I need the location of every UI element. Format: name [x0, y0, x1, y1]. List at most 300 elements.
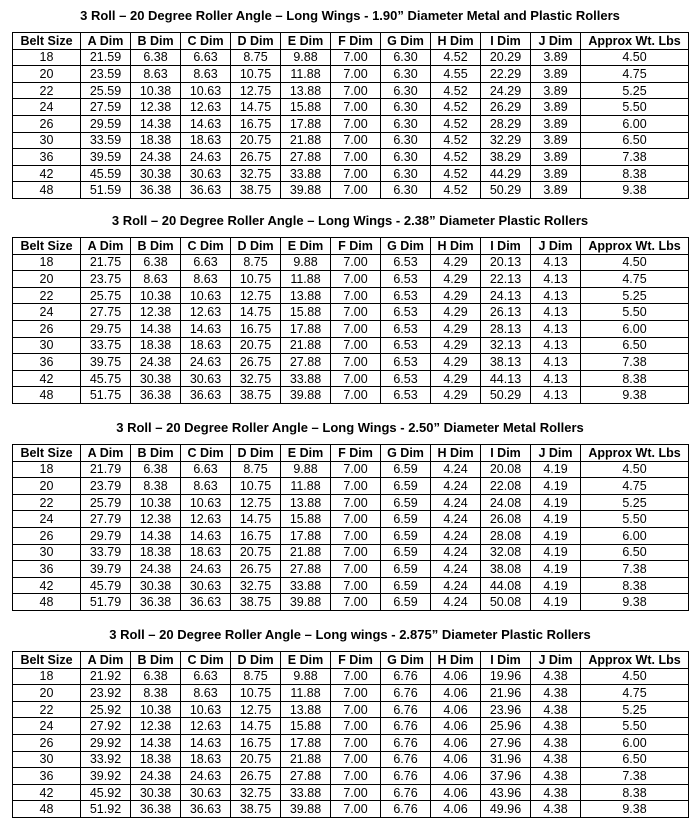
- table-cell: 10.75: [231, 685, 281, 702]
- column-header: E Dim: [281, 33, 331, 50]
- belt-size-cell: 42: [13, 784, 81, 801]
- table-cell: 22.13: [481, 271, 531, 288]
- table-cell: 10.75: [231, 478, 281, 495]
- table-cell: 10.63: [181, 701, 231, 718]
- table-cell: 10.63: [181, 287, 231, 304]
- table-cell: 6.30: [381, 99, 431, 116]
- table-cell: 8.75: [231, 668, 281, 685]
- table-cell: 17.88: [281, 734, 331, 751]
- table-cell: 24.63: [181, 768, 231, 785]
- belt-size-cell: 24: [13, 511, 81, 528]
- table-cell: 3.89: [531, 82, 581, 99]
- table-cell: 12.63: [181, 718, 231, 735]
- table-cell: 4.19: [531, 577, 581, 594]
- table-cell: 4.19: [531, 511, 581, 528]
- table-cell: 24.63: [181, 561, 231, 578]
- table-cell: 4.13: [531, 354, 581, 371]
- table-cell: 17.88: [281, 115, 331, 132]
- table-cell: 4.52: [431, 165, 481, 182]
- table-cell: 26.75: [231, 561, 281, 578]
- column-header: Belt Size: [13, 445, 81, 462]
- table-cell: 9.38: [581, 801, 689, 818]
- column-header: I Dim: [481, 652, 531, 669]
- table-cell: 16.75: [231, 527, 281, 544]
- table-cell: 14.75: [231, 718, 281, 735]
- table-cell: 6.00: [581, 320, 689, 337]
- table-cell: 8.63: [181, 685, 231, 702]
- table-cell: 4.75: [581, 478, 689, 495]
- table-cell: 6.59: [381, 594, 431, 611]
- table-cell: 8.75: [231, 461, 281, 478]
- table-cell: 8.75: [231, 254, 281, 271]
- table-cell: 7.00: [331, 99, 381, 116]
- table-cell: 4.06: [431, 701, 481, 718]
- belt-size-cell: 36: [13, 354, 81, 371]
- column-header: C Dim: [181, 238, 231, 255]
- table-cell: 38.08: [481, 561, 531, 578]
- table-cell: 20.08: [481, 461, 531, 478]
- table-cell: 7.00: [331, 668, 381, 685]
- belt-size-cell: 48: [13, 594, 81, 611]
- table-row: [13, 478, 689, 495]
- table-cell: 26.75: [231, 149, 281, 166]
- table-cell: 14.38: [131, 115, 181, 132]
- table-cell: 4.13: [531, 337, 581, 354]
- table-cell: 4.50: [581, 254, 689, 271]
- table-cell: 29.59: [81, 115, 131, 132]
- column-header: C Dim: [181, 445, 231, 462]
- table-cell: 8.38: [131, 685, 181, 702]
- table-cell: 7.00: [331, 784, 381, 801]
- table-cell: 4.50: [581, 668, 689, 685]
- table-cell: 23.59: [81, 66, 131, 83]
- column-header: F Dim: [331, 238, 381, 255]
- table-cell: 3.89: [531, 165, 581, 182]
- belt-size-cell: 30: [13, 132, 81, 149]
- belt-size-cell: 24: [13, 718, 81, 735]
- table-cell: 10.38: [131, 82, 181, 99]
- table-cell: 24.29: [481, 82, 531, 99]
- table-cell: 24.38: [131, 149, 181, 166]
- table-cell: 32.75: [231, 370, 281, 387]
- column-header: D Dim: [231, 445, 281, 462]
- table-cell: 6.50: [581, 132, 689, 149]
- belt-size-cell: 22: [13, 82, 81, 99]
- table-cell: 24.63: [181, 354, 231, 371]
- table-cell: 27.88: [281, 561, 331, 578]
- table-row: [13, 801, 689, 818]
- table-cell: 4.52: [431, 99, 481, 116]
- column-header: A Dim: [81, 445, 131, 462]
- column-header: E Dim: [281, 445, 331, 462]
- table-cell: 21.88: [281, 132, 331, 149]
- table-cell: 4.29: [431, 254, 481, 271]
- table-cell: 4.29: [431, 320, 481, 337]
- table-cell: 4.24: [431, 478, 481, 495]
- table-cell: 4.19: [531, 461, 581, 478]
- table-cell: 8.63: [131, 271, 181, 288]
- belt-size-cell: 42: [13, 577, 81, 594]
- belt-size-cell: 20: [13, 271, 81, 288]
- table-cell: 4.52: [431, 149, 481, 166]
- table-cell: 15.88: [281, 718, 331, 735]
- header-row: [13, 445, 689, 462]
- table-cell: 27.88: [281, 149, 331, 166]
- column-header: D Dim: [231, 33, 281, 50]
- table-cell: 15.88: [281, 511, 331, 528]
- column-header: C Dim: [181, 33, 231, 50]
- column-header: B Dim: [131, 238, 181, 255]
- table-cell: 7.00: [331, 287, 381, 304]
- table-cell: 50.29: [481, 387, 531, 404]
- table-cell: 45.92: [81, 784, 131, 801]
- table-cell: 18.38: [131, 337, 181, 354]
- table-row: [13, 668, 689, 685]
- belt-size-cell: 42: [13, 370, 81, 387]
- table-cell: 33.75: [81, 337, 131, 354]
- table-cell: 20.75: [231, 544, 281, 561]
- table-cell: 4.52: [431, 82, 481, 99]
- table-cell: 4.13: [531, 370, 581, 387]
- column-header: F Dim: [331, 33, 381, 50]
- table-cell: 11.88: [281, 66, 331, 83]
- table-cell: 21.96: [481, 685, 531, 702]
- table-cell: 7.00: [331, 461, 381, 478]
- table-cell: 45.75: [81, 370, 131, 387]
- table-cell: 28.08: [481, 527, 531, 544]
- table-cell: 5.50: [581, 304, 689, 321]
- table-cell: 51.79: [81, 594, 131, 611]
- table-cell: 6.63: [181, 254, 231, 271]
- belt-size-cell: 22: [13, 494, 81, 511]
- table-cell: 29.92: [81, 734, 131, 751]
- table-cell: 4.24: [431, 511, 481, 528]
- table-cell: 36.38: [131, 387, 181, 404]
- table-cell: 44.29: [481, 165, 531, 182]
- table-cell: 7.00: [331, 49, 381, 66]
- table-cell: 6.63: [181, 49, 231, 66]
- table-cell: 14.63: [181, 527, 231, 544]
- table-body: [13, 49, 689, 198]
- table-cell: 10.75: [231, 271, 281, 288]
- table-row: [13, 182, 689, 199]
- column-header: B Dim: [131, 33, 181, 50]
- table-cell: 11.88: [281, 685, 331, 702]
- table-cell: 8.38: [581, 165, 689, 182]
- table-cell: 36.38: [131, 594, 181, 611]
- table-cell: 21.92: [81, 668, 131, 685]
- table-cell: 20.75: [231, 337, 281, 354]
- table-row: [13, 511, 689, 528]
- table-cell: 7.00: [331, 801, 381, 818]
- table-cell: 4.50: [581, 461, 689, 478]
- table-row: [13, 768, 689, 785]
- column-header: J Dim: [531, 33, 581, 50]
- table-cell: 32.08: [481, 544, 531, 561]
- table-cell: 39.88: [281, 594, 331, 611]
- table-row: [13, 784, 689, 801]
- table-cell: 7.00: [331, 254, 381, 271]
- table-cell: 4.55: [431, 66, 481, 83]
- table-cell: 6.38: [131, 49, 181, 66]
- table-cell: 51.75: [81, 387, 131, 404]
- table-cell: 4.38: [531, 685, 581, 702]
- column-header: I Dim: [481, 33, 531, 50]
- table-cell: 7.00: [331, 768, 381, 785]
- table-cell: 33.92: [81, 751, 131, 768]
- table-cell: 6.63: [181, 461, 231, 478]
- table-cell: 7.00: [331, 494, 381, 511]
- table-cell: 4.38: [531, 718, 581, 735]
- table-cell: 23.96: [481, 701, 531, 718]
- table-cell: 14.38: [131, 527, 181, 544]
- table-cell: 38.75: [231, 182, 281, 199]
- table-cell: 12.38: [131, 718, 181, 735]
- table-title: 3 Roll – 20 Degree Roller Angle – Long Wings - 2.38” Diameter Plastic Rollers: [111, 213, 589, 228]
- table-cell: 14.63: [181, 734, 231, 751]
- table-cell: 6.59: [381, 577, 431, 594]
- table-cell: 27.75: [81, 304, 131, 321]
- table-cell: 12.75: [231, 701, 281, 718]
- table-cell: 4.06: [431, 685, 481, 702]
- table-cell: 4.06: [431, 734, 481, 751]
- table-cell: 3.89: [531, 66, 581, 83]
- table-cell: 24.38: [131, 354, 181, 371]
- column-header: F Dim: [331, 652, 381, 669]
- table-cell: 6.53: [381, 304, 431, 321]
- table-cell: 21.88: [281, 751, 331, 768]
- belt-size-cell: 30: [13, 544, 81, 561]
- table-row: [13, 304, 689, 321]
- table-cell: 23.79: [81, 478, 131, 495]
- table-body: [13, 254, 689, 403]
- table-cell: 44.08: [481, 577, 531, 594]
- table-cell: 9.38: [581, 182, 689, 199]
- table-cell: 8.38: [131, 478, 181, 495]
- table-cell: 12.75: [231, 494, 281, 511]
- table-cell: 4.38: [531, 734, 581, 751]
- table-cell: 32.75: [231, 784, 281, 801]
- table-cell: 6.59: [381, 527, 431, 544]
- table-row: [13, 49, 689, 66]
- table-row: [13, 577, 689, 594]
- table-cell: 3.89: [531, 149, 581, 166]
- table-cell: 8.63: [131, 66, 181, 83]
- table-cell: 18.63: [181, 132, 231, 149]
- table-cell: 6.59: [381, 494, 431, 511]
- table-cell: 38.75: [231, 801, 281, 818]
- table-cell: 26.13: [481, 304, 531, 321]
- table-cell: 7.38: [581, 768, 689, 785]
- column-header: J Dim: [531, 238, 581, 255]
- table-cell: 6.30: [381, 49, 431, 66]
- table-cell: 30.38: [131, 165, 181, 182]
- column-header: I Dim: [481, 445, 531, 462]
- column-header: G Dim: [381, 33, 431, 50]
- column-header: B Dim: [131, 445, 181, 462]
- table-cell: 4.38: [531, 768, 581, 785]
- table-cell: 7.00: [331, 320, 381, 337]
- spec-table: [12, 651, 689, 818]
- table-cell: 4.13: [531, 320, 581, 337]
- belt-size-cell: 26: [13, 734, 81, 751]
- table-cell: 4.06: [431, 668, 481, 685]
- table-cell: 20.75: [231, 751, 281, 768]
- table-cell: 6.30: [381, 132, 431, 149]
- table-cell: 4.13: [531, 271, 581, 288]
- table-cell: 7.00: [331, 734, 381, 751]
- table-cell: 36.63: [181, 182, 231, 199]
- table-cell: 32.29: [481, 132, 531, 149]
- table-cell: 6.76: [381, 784, 431, 801]
- table-cell: 16.75: [231, 320, 281, 337]
- table-cell: 13.88: [281, 701, 331, 718]
- belt-size-cell: 30: [13, 337, 81, 354]
- table-cell: 27.79: [81, 511, 131, 528]
- table-cell: 24.08: [481, 494, 531, 511]
- table-cell: 6.59: [381, 511, 431, 528]
- table-cell: 4.13: [531, 304, 581, 321]
- table-cell: 25.79: [81, 494, 131, 511]
- table-cell: 28.13: [481, 320, 531, 337]
- table-cell: 26.75: [231, 354, 281, 371]
- table-cell: 5.50: [581, 99, 689, 116]
- belt-size-cell: 26: [13, 527, 81, 544]
- table-cell: 6.30: [381, 182, 431, 199]
- column-header: Approx Wt. Lbs: [581, 445, 689, 462]
- table-cell: 30.38: [131, 577, 181, 594]
- belt-size-cell: 36: [13, 149, 81, 166]
- table-row: [13, 544, 689, 561]
- table-cell: 6.00: [581, 734, 689, 751]
- column-header: Approx Wt. Lbs: [581, 238, 689, 255]
- table-title: 3 Roll – 20 Degree Roller Angle – Long wings - 2.875” Diameter Plastic Rollers: [109, 627, 591, 642]
- table-cell: 30.63: [181, 577, 231, 594]
- table-cell: 3.89: [531, 115, 581, 132]
- table-cell: 8.38: [581, 370, 689, 387]
- table-title: 3 Roll – 20 Degree Roller Angle – Long Wings - 2.50” Diameter Metal Rollers: [116, 420, 584, 435]
- header-row: [13, 238, 689, 255]
- table-cell: 7.00: [331, 561, 381, 578]
- table-cell: 4.52: [431, 132, 481, 149]
- belt-size-cell: 22: [13, 287, 81, 304]
- table-cell: 8.38: [581, 577, 689, 594]
- table-cell: 27.92: [81, 718, 131, 735]
- table-cell: 6.50: [581, 751, 689, 768]
- column-header: Approx Wt. Lbs: [581, 652, 689, 669]
- table-cell: 13.88: [281, 287, 331, 304]
- table-cell: 7.00: [331, 271, 381, 288]
- table-cell: 39.79: [81, 561, 131, 578]
- column-header: A Dim: [81, 652, 131, 669]
- column-header: A Dim: [81, 238, 131, 255]
- column-header: Approx Wt. Lbs: [581, 33, 689, 50]
- table-cell: 5.50: [581, 511, 689, 528]
- table-row: [13, 165, 689, 182]
- table-cell: 49.96: [481, 801, 531, 818]
- table-cell: 21.88: [281, 337, 331, 354]
- table-cell: 30.38: [131, 784, 181, 801]
- table-cell: 38.13: [481, 354, 531, 371]
- table-cell: 24.38: [131, 561, 181, 578]
- table-cell: 14.75: [231, 304, 281, 321]
- table-cell: 6.30: [381, 115, 431, 132]
- table-cell: 43.96: [481, 784, 531, 801]
- table-cell: 4.29: [431, 287, 481, 304]
- table-cell: 7.00: [331, 387, 381, 404]
- table-cell: 8.38: [581, 784, 689, 801]
- table-cell: 26.08: [481, 511, 531, 528]
- table-cell: 4.06: [431, 751, 481, 768]
- table-cell: 9.88: [281, 668, 331, 685]
- table-cell: 16.75: [231, 115, 281, 132]
- table-cell: 12.75: [231, 287, 281, 304]
- table-cell: 4.13: [531, 387, 581, 404]
- table-cell: 4.06: [431, 784, 481, 801]
- table-cell: 7.38: [581, 354, 689, 371]
- table-cell: 23.75: [81, 271, 131, 288]
- table-cell: 7.00: [331, 577, 381, 594]
- table-cell: 36.63: [181, 594, 231, 611]
- table-row: [13, 354, 689, 371]
- table-row: [13, 718, 689, 735]
- table-cell: 30.63: [181, 370, 231, 387]
- table-cell: 4.19: [531, 544, 581, 561]
- table-cell: 45.79: [81, 577, 131, 594]
- table-row: [13, 99, 689, 116]
- table-cell: 33.79: [81, 544, 131, 561]
- table-cell: 27.88: [281, 768, 331, 785]
- header-row: [13, 652, 689, 669]
- table-cell: 27.96: [481, 734, 531, 751]
- table-cell: 7.00: [331, 354, 381, 371]
- table-cell: 7.00: [331, 115, 381, 132]
- table-cell: 6.76: [381, 685, 431, 702]
- table-row: [13, 734, 689, 751]
- table-cell: 4.13: [531, 254, 581, 271]
- table-cell: 12.38: [131, 511, 181, 528]
- column-header: H Dim: [431, 33, 481, 50]
- column-header: G Dim: [381, 445, 431, 462]
- table-cell: 18.38: [131, 544, 181, 561]
- table-cell: 27.88: [281, 354, 331, 371]
- table-cell: 9.88: [281, 254, 331, 271]
- column-header: Belt Size: [13, 238, 81, 255]
- table-cell: 7.00: [331, 478, 381, 495]
- belt-size-cell: 18: [13, 461, 81, 478]
- table-cell: 3.89: [531, 182, 581, 199]
- table-cell: 10.63: [181, 494, 231, 511]
- table-cell: 4.52: [431, 49, 481, 66]
- table-cell: 6.53: [381, 320, 431, 337]
- spec-table: [12, 237, 689, 404]
- table-cell: 20.29: [481, 49, 531, 66]
- table-cell: 6.30: [381, 149, 431, 166]
- table-cell: 6.76: [381, 734, 431, 751]
- table-cell: 4.24: [431, 527, 481, 544]
- table-cell: 4.38: [531, 784, 581, 801]
- column-header: H Dim: [431, 238, 481, 255]
- table-cell: 29.75: [81, 320, 131, 337]
- table-cell: 7.00: [331, 337, 381, 354]
- table-row: [13, 494, 689, 511]
- table-cell: 4.24: [431, 494, 481, 511]
- table-cell: 4.29: [431, 337, 481, 354]
- table-row: [13, 685, 689, 702]
- table-cell: 3.89: [531, 99, 581, 116]
- table-cell: 6.38: [131, 668, 181, 685]
- table-cell: 4.19: [531, 561, 581, 578]
